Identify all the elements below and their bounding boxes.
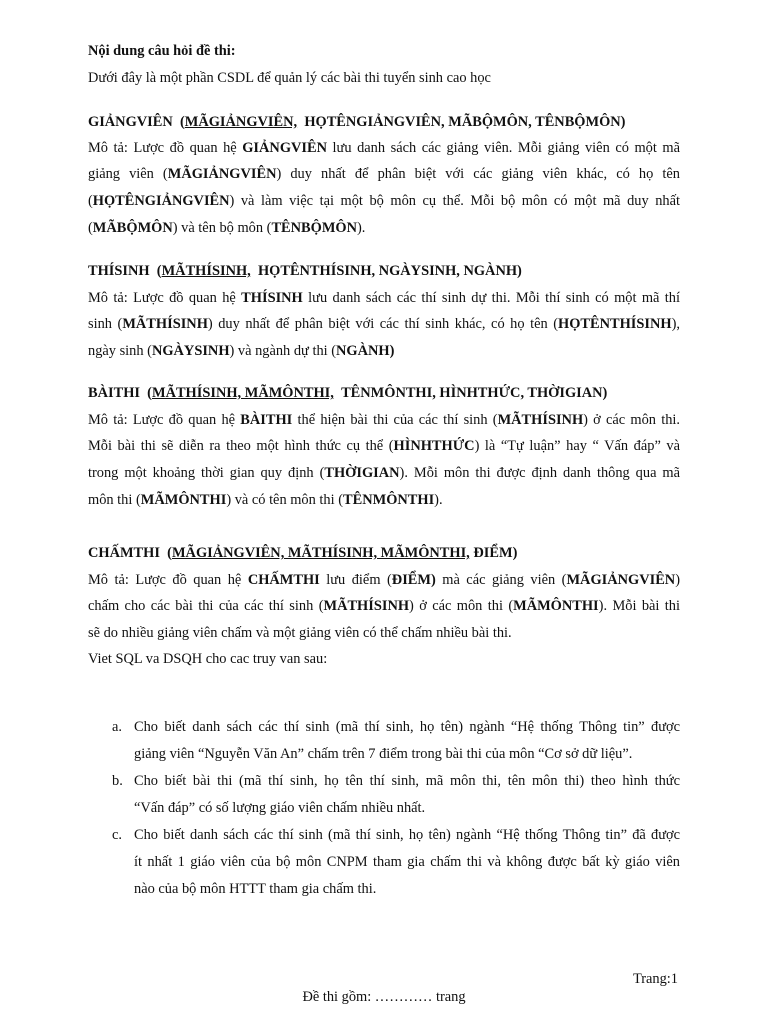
giangvien-schema: GIẢNGVIÊN (MÃGIẢNGVIÊN, HỌTÊNGIẢNGVIÊN, MÃBỘMÔN, TÊNBỘMÔN) — [88, 114, 626, 130]
baithi-title: BÀITHI — [88, 385, 140, 401]
chamthi-attrs: ĐIỂM) — [473, 545, 518, 561]
question-a-line: giảng viên “Nguyễn Văn An” chấm trên 7 điểm trong bài thi của môn “Cơ sở dữ liệu”. — [134, 746, 633, 762]
thisinh-attrs: HỌTÊNTHÍSINH, NGÀYSINH, NGÀNH) — [257, 263, 522, 279]
baithi-desc-line: trong một khoảng thời gian quy định (THỜIGIAN). Mỗi môn thi được định danh thông qua mã — [88, 465, 680, 481]
giangvien-desc-line: (MÃBỘMÔN) và tên bộ môn (TÊNBỘMÔN). — [88, 220, 366, 236]
chamthi-schema: CHẤMTHI (MÃGIẢNGVIÊN, MÃTHÍSINH, MÃMÔNTHI, ĐIỂM) — [88, 545, 518, 561]
chamthi-title: CHẤMTHI — [88, 545, 160, 561]
giangvien-attrs: HỌTÊNGIẢNGVIÊN, MÃBỘMÔN, TÊNBỘMÔN) — [304, 114, 626, 130]
giangvien-desc-line: giảng viên (MÃGIẢNGVIÊN) duy nhất để phân biệt với các giảng viên khác, có họ tên — [88, 166, 680, 182]
page-number: Trang:1 — [632, 971, 678, 987]
giangvien-title: GIẢNGVIÊN — [88, 114, 173, 130]
question-c-line: nào của bộ môn HTTT tham gia chấm thi. — [134, 881, 377, 897]
question-marker: b. — [112, 773, 123, 789]
thisinh-desc-line: Mô tả: Lược đồ quan hệ THÍSINH lưu danh sách các thí sinh dự thi. Mỗi thí sinh có một mã thí — [88, 290, 680, 306]
thisinh-desc-line: sinh (MÃTHÍSINH) duy nhất để phân biệt với các thí sinh khác, có họ tên (HỌTÊNTHÍSINH), — [88, 316, 680, 332]
chamthi-desc-line: Mô tả: Lược đồ quan hệ CHẤMTHI lưu điểm (ĐIỂM) mà các giảng viên (MÃGIẢNGVIÊN) — [88, 572, 680, 588]
chamthi-desc-line: sẽ do nhiều giảng viên chấm và một giảng viên có thể chấm nhiều bài thi. — [88, 625, 512, 641]
instruction-text: Viet SQL va DSQH cho cac truy van sau: — [88, 651, 328, 667]
thisinh-schema: THÍSINH (MÃTHÍSINH, HỌTÊNTHÍSINH, NGÀYSINH, NGÀNH) — [88, 263, 522, 279]
baithi-desc-line: Mỗi bài thi sẽ diễn ra theo một hình thức cụ thể (HÌNHTHỨC) là “Tự luận” hay “ Vấn đáp” và — [88, 438, 680, 454]
thisinh-key: MÃTHÍSINH, — [161, 263, 251, 279]
thisinh-title: THÍSINH — [88, 263, 150, 279]
page-count: Đề thi gồm: ………… trang — [302, 989, 466, 1005]
intro-text: Dưới đây là một phần CSDL để quản lý các bài thi tuyển sinh cao học — [88, 70, 491, 86]
giangvien-desc-line: Mô tả: Lược đồ quan hệ GIẢNGVIÊN lưu danh sách các giảng viên. Mỗi giảng viên có một mã — [88, 140, 680, 156]
question-b-line: “Vấn đáp” có số lượng giáo viên chấm nhiều nhất. — [134, 800, 426, 816]
baithi-desc-line: môn thi (MÃMÔNTHI) và có tên môn thi (TÊNMÔNTHI). — [88, 492, 443, 508]
question-a-line: Cho biết danh sách các thí sinh (mã thí sinh, họ tên) ngành “Hệ thống Thông tin” được — [134, 719, 680, 735]
giangvien-key: MÃGIẢNGVIÊN, — [184, 114, 298, 130]
chamthi-desc-line: chấm cho các bài thi của các thí sinh (MÃTHÍSINH) ở các môn thi (MÃMÔNTHI). Mỗi bài thi — [88, 598, 680, 614]
baithi-attrs: TÊNMÔNTHI, HÌNHTHỨC, THỜIGIAN) — [341, 385, 608, 401]
chamthi-key: MÃGIẢNGVIÊN, MÃTHÍSINH, MÃMÔNTHI, — [171, 545, 470, 561]
question-marker: a. — [112, 719, 122, 735]
question-b-line: Cho biết bài thi (mã thí sinh, họ tên thí sinh, mã môn thi, tên môn thi) theo hình thức — [134, 773, 680, 789]
page-heading: Nội dung câu hỏi đề thi: — [88, 43, 236, 59]
baithi-desc-line: Mô tả: Lược đồ quan hệ BÀITHI thể hiện bài thi của các thí sinh (MÃTHÍSINH) ở các môn thi. — [88, 412, 680, 428]
question-marker: c. — [112, 827, 122, 843]
question-c-line: Cho biết danh sách các thí sinh (mã thí sinh, họ tên) ngành “Hệ thống Thông tin” đã được — [134, 827, 680, 843]
baithi-key: MÃTHÍSINH, MÃMÔNTHI, — [151, 385, 334, 401]
giangvien-desc-line: (HỌTÊNGIẢNGVIÊN) và làm việc tại một bộ môn cụ thể. Mỗi bộ môn có một mã duy nhất — [88, 193, 680, 209]
thisinh-desc-line: ngày sinh (NGÀYSINH) và ngành dự thi (NGÀNH) — [88, 343, 395, 359]
baithi-schema: BÀITHI (MÃTHÍSINH, MÃMÔNTHI, TÊNMÔNTHI, HÌNHTHỨC, THỜIGIAN) — [88, 385, 608, 401]
question-c-line: ít nhất 1 giáo viên của bộ môn CNPM tham gia chấm thi và không được bất kỳ giáo viên — [134, 854, 680, 870]
